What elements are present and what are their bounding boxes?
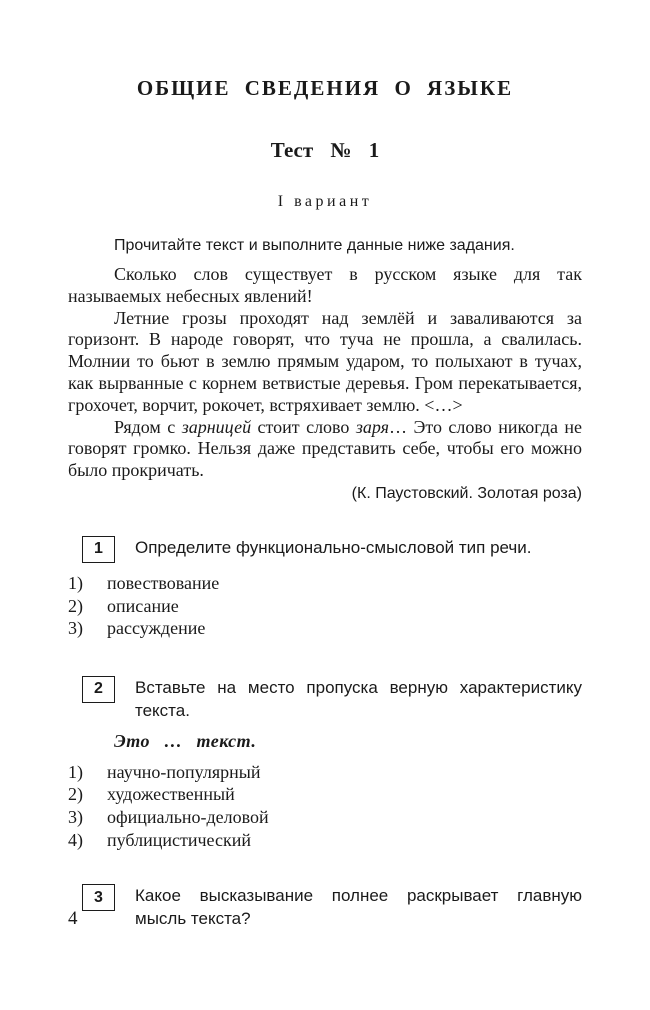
passage-italic-term: зарницей: [181, 416, 252, 437]
reading-passage: [68, 264, 582, 482]
variant-label: I вариант: [277, 193, 373, 210]
option-marker: 1): [68, 572, 83, 593]
fill-in-prompt: Это … текст.: [114, 730, 257, 751]
option-label: официально-деловой: [107, 806, 269, 827]
option-item: [68, 806, 582, 829]
passage-paragraph: Сколько слов существует в русском языке для так называемых небесных явлений!: [68, 264, 582, 306]
question-2-options: [68, 761, 582, 851]
question-1-options: [68, 572, 582, 640]
test-title: Тест № 1: [270, 138, 380, 162]
question-2-text: Вставьте на место пропуска верную характеристику текста.: [135, 677, 582, 720]
option-item: [68, 783, 582, 806]
section-title: ОБЩИЕ СВЕДЕНИЯ О ЯЗЫКЕ: [136, 76, 514, 100]
question-2-number-box: [82, 676, 115, 703]
option-marker: 2): [68, 784, 83, 805]
option-marker: 3): [68, 618, 83, 639]
passage-text: Рядом с: [114, 416, 182, 437]
option-marker: 2): [68, 595, 83, 616]
passage-paragraph: Летние грозы проходят над землёй и заваливаются за горизонт. В народе говорят, что туча не прошла, а свалилась. Молнии то бьют в землю прямым ударом, то полыхают в тучах, как вырванные с корнем ветвистые деревья. Гром перекатывается, грохочет, ворчит, рокочет, встряхивает землю. <…>: [68, 307, 582, 415]
question-1-number: 1: [94, 540, 103, 558]
option-label: описание: [107, 595, 179, 616]
passage-italic-term: заря: [355, 416, 390, 437]
question-1-number-box: [82, 536, 115, 563]
page-number: 4: [68, 908, 78, 929]
passage-text: стоит слово: [251, 416, 356, 437]
option-label: рассуждение: [107, 618, 206, 639]
option-marker: 1): [68, 761, 83, 782]
option-item: [68, 829, 582, 852]
question-3: [68, 884, 582, 930]
option-label: научно-популярный: [107, 761, 261, 782]
passage-paragraph: [68, 417, 582, 482]
option-label: повествование: [107, 572, 220, 593]
question-2-number: 2: [94, 680, 103, 698]
option-item: [68, 617, 582, 640]
instruction-text: Прочитайте текст и выполните данные ниже задания.: [114, 237, 515, 254]
option-marker: 3): [68, 806, 83, 827]
question-3-number: 3: [94, 888, 103, 906]
option-item: [68, 595, 582, 618]
option-marker: 4): [68, 829, 83, 850]
passage-attribution: (К. Паустовский. Золотая роза): [351, 484, 582, 502]
option-label: художественный: [107, 784, 235, 805]
question-2: [68, 676, 582, 722]
question-3-number-box: [82, 884, 115, 911]
option-label: публицистический: [107, 829, 251, 850]
option-item: [68, 761, 582, 784]
option-item: [68, 572, 582, 595]
passage-text: … Это слово никогда не говорят громко. Нельзя даже представить себе, чтобы его можно было прокричать.: [68, 416, 583, 481]
question-3-text: Какое высказывание полнее раскрывает главную мысль текста?: [135, 886, 582, 929]
question-1: [68, 536, 582, 563]
question-1-text: Определите функционально-смысловой тип речи.: [135, 537, 532, 557]
